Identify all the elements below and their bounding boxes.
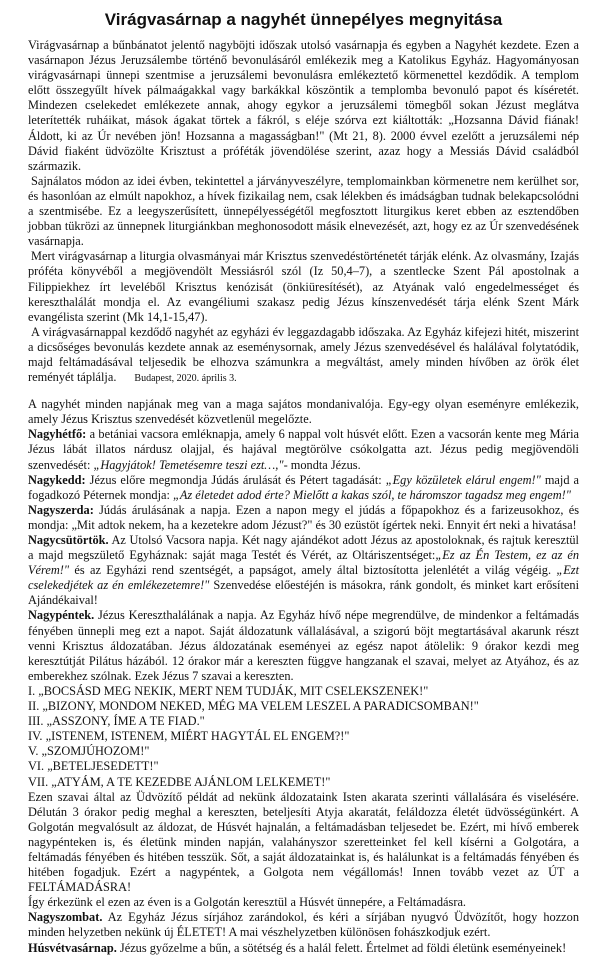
page-title: Virágvasárnap a nagyhét ünnepélyes megnyitása [104, 10, 503, 29]
day-label-wednesday: Nagyszerda: [28, 502, 94, 517]
thursday-quote-1: „Ez az Én Testem, ez az én Vérem!" [28, 548, 580, 578]
section-gap [28, 386, 579, 397]
day-tuesday [28, 473, 579, 503]
monday-text: a betániai vacsora emléknapja, amely 6 nappal volt húsvét előtt. Ezen a vacsorán kente meg Mária Jézus lábát illatos nárdusz olajjal, és hajával megtörölve csókolgatta azt. Jézus pedig megjövendöli szenvedését: [28, 427, 579, 472]
friday-text: Jézus Kereszthalálának a napja. Az Egyház hívő népe megrendülve, de mindenkor a feltámadás fényében ünnepli meg ezt a napot. Saját áldozatunk vállalásával, a szigorú böjt megtartásával akarunk részt venni Krisztus áldozatában. Jézus áldozatának eseményei az egész napot átölelik: 9 órakor kezdi meg keresztútját Pilátus házából. 12 órakor már a kereszten függve hangzanak el szavai, melyet az Atyához, és az emberekhez szólnak. Ezek Jézus 7 szavai a kereszten. [28, 608, 579, 683]
thursday-quote-2: „Ezt cselekedjétek az én emlékezetemre!" [28, 563, 579, 593]
arrival-line: Így érkezünk el ezen az éven is a Golgotán keresztül a Húsvét ünnepére, a Feltámadásra. [28, 895, 467, 910]
holy-week-lead: A nagyhét minden napjának meg van a maga sajátos mondanivalója. Egy-egy olyan eseményre emlékezik, amely Jézus Krisztus szenvedését közvetlenül megelőzte. [28, 397, 579, 427]
day-saturday [28, 910, 579, 940]
seven-words-item: III. „ASSZONY, ÍME A TE FIAD." [28, 714, 205, 729]
thursday-mid: és az Egyházi rend szentségét, a papságot, amely által biztosította jelenlétét a világ végéig. [69, 563, 557, 578]
day-label-thursday: Nagycsütörtök. [28, 533, 109, 547]
tuesday-quote-2: „Az életedet adod érte? Mielőtt a kakas szól, te háromszor tagadsz meg engem!" [173, 487, 571, 502]
intro-paragraph-4 [28, 325, 579, 386]
day-thursday [28, 533, 579, 608]
intro-paragraph-4-text: A virágvasárnappal kezdődő nagyhét az egyházi év leggazdagabb időszaka. Az Egyház kifejezi hitét, miszerint a dicsőséges bevonulás kezdete annak az eseménysornak, amely Jézus szenvedésével és halálával folytatódik, majd feltámadásával teljesedik be elhozva számunkra a megváltást, amely minden hívőben az örök élet reményét táplálja. [28, 324, 579, 385]
tuesday-quote-1: „Egy közületek elárul engem!" [385, 472, 541, 487]
seven-words-list [28, 684, 579, 790]
seven-words-item: VII. „ATYÁM, A TE KEZEDBE AJÁNLOM LELKEMET!" [28, 774, 331, 789]
day-monday [28, 427, 579, 472]
day-label-sunday: Húsvétvasárnap. [28, 940, 117, 955]
day-label-saturday: Nagyszombat. [28, 910, 103, 925]
day-wednesday [28, 503, 579, 533]
intro-paragraph-2: Sajnálatos módon az idei évben, tekintettel a járványveszélyre, templomainkban körmenetre nem kerülhet sor, és hasonlóan az elmúlt napokhoz, a hívek fizikailag nem, csak lélekben és imádságban tudnak belekapcsolódni a szentmisébe. Ez a leegyszerűsített, ünnepélyességétől megfosztott liturgikus keret ebben az esztendőben jobban tükrözi az ünnepnek liturgiánkban meghonosodott másik elnevezését, azt, hogy ez az Úr szenvedésének vasárnapja. [28, 173, 579, 249]
monday-quote: „Hagyjátok! Temetésemre teszi ezt…," [93, 457, 284, 472]
intro-paragraph-3: Mert virágvasárnap a liturgia olvasmányai már Krisztus szenvedéstörténetét tárják elénk. Az olvasmány, Izajás próféta könyvéből a megjövendölt Messiásról szól (Iz 50,4–7), a szentlecke Szent Pál apostolnak a Filippiekhez írt leveléből Krisztus kenózisát (önkiüresítését), az Atyának való engedelmességet és kereszthalálát mondja el. Az evangéliumi szakasz pedig Jézus kínszenvedését tárja elénk Szent Márk evangélista szerint (Mk 14,1-15,47). [28, 249, 579, 324]
day-label-friday: Nagypéntek. [28, 608, 95, 623]
tuesday-text: Jézus előre megmondja Júdás árulását és Pétert tagadását: [85, 472, 386, 487]
friday-after-paragraph: Ezen szavai által az Üdvözítő példát ad nekünk áldozataink Isten akarata szerinti vállalására és viselésére. Délután 3 órakor pedig meghal a kereszten, beteljesíti Atyja akaratát, feláldozza életét üdvösségünkért. A Golgotán megvalósult az áldozat, de Húsvét hajnalán, a feltámadásban teljesedet be. Ezért, mi hívő emberek nagypénteken is, és életünk minden napján, valahányszor szeretteinket fel kell kísérni a Golgotára, a feltámadás fényében és hitében tesszük. Sőt, a saját áldozatainkat is, és halálunkat is a feltámadás fényében és hitében fogadjuk. Ezért a nagypéntek, a Golgota nem végállomás! Innen tovább vezet az ÚT a FELTÁMADÁSRA! [28, 789, 579, 895]
day-label-monday: Nagyhétfő: [28, 427, 87, 442]
wednesday-text: Júdás árulásának a napja. Ezen a napon megy el júdás a főpapokhoz és a farizeusokhoz, és mondja: „Mit adtok nekem, ha a kezetekre adom Jézust?" és 30 ezüstöt ígértek neki. Ennyit ért neki a hivatása! [28, 502, 579, 532]
sunday-text: Jézus győzelme a bűn, a sötétség és a halál felett. Értelmet ad földi életünk eseményeinek! [116, 940, 567, 955]
thursday-text: Az Utolsó Vacsora napja. Két nagy ajándékot adott Jézus az apostoloknak, és rajtuk keresztül a majd megszülető Egyháznak: saját maga Testét és Vérét, az Oltáriszentséget: [28, 533, 579, 563]
seven-words-item: I. „BOCSÁSD MEG NEKIK, MERT NEM TUDJÁK, MIT CSELEKSZENEK!" [28, 683, 429, 698]
day-friday [28, 608, 579, 683]
document-page [28, 0, 579, 956]
seven-words-item: VI. „BETELJESEDETT!" [28, 759, 159, 774]
day-sunday [28, 941, 579, 956]
intro-paragraph-1: Virágvasárnap a bűnbánatot jelentő nagyböjti időszak utolsó vasárnapja és egyben a Nagyhét kezdete. Ezen a vasárnapon Jézus Jeruzsálembe történő bevonulásáról emlékezik meg a Katolikus Egyház. Hagyományosan virágvasárnapi ünnepi szentmise a jeruzsálemi bevonulásra emlékeztető körmenettel kezdődik. A templom előtt összegyűlt hívek pálmaágakkal vagy barkákkal köszöntik a templomba bevonuló papot és kíséretét. Mindezen cselekedet emlékezete annak, ahogy egykor a jeruzsálemi tömegből sokan Jézust meglátva leterítették ruháikat, mások ágakat törtek a fákról, s eléje szórva ezt kiáltották: „Hozsanna Dávid fiának! Áldott, ki az Úr nevében jön! Hozsanna a magasságban!" (Mt 21, 8). 2000 évvel ezelőtt a jeruzsálemi nép Dávid fiaként üdvözölte Krisztust a próféták jövendölése szerint, azaz hogy a Messiás Dávid családból származik. [28, 38, 579, 173]
signature-dateline: Budapest, 2020. április 3. [134, 373, 237, 385]
tuesday-mid: majd a fogadkozó Péternek mondja: [28, 472, 579, 502]
seven-words-item: V. „SZOMJÚHOZOM!" [28, 744, 150, 759]
day-label-tuesday: Nagykedd: [28, 472, 86, 487]
monday-tail: - mondta Jézus. [283, 457, 361, 472]
seven-words-item: IV. „ISTENEM, ISTENEM, MIÉRT HAGYTÁL EL ENGEM?!" [28, 729, 350, 744]
saturday-text: Az Egyház Jézus sírjához zarándokol, és kéri a sírjában nyugvó Üdvözítőt, hogy hozzon minden helyzetben nekünk új ÉLETET! A mai vészhelyzetben különösen fohászkodjuk ezért. [28, 910, 579, 940]
seven-words-item: II. „BIZONY, MONDOM NEKED, MÉG MA VELEM LESZEL A PARADICSOMBAN!" [28, 699, 479, 714]
thursday-tail: Szenvedése előestéjén is másokra, ránk gondolt, és minket kart erősíteni Ajándékaival! [28, 578, 579, 608]
